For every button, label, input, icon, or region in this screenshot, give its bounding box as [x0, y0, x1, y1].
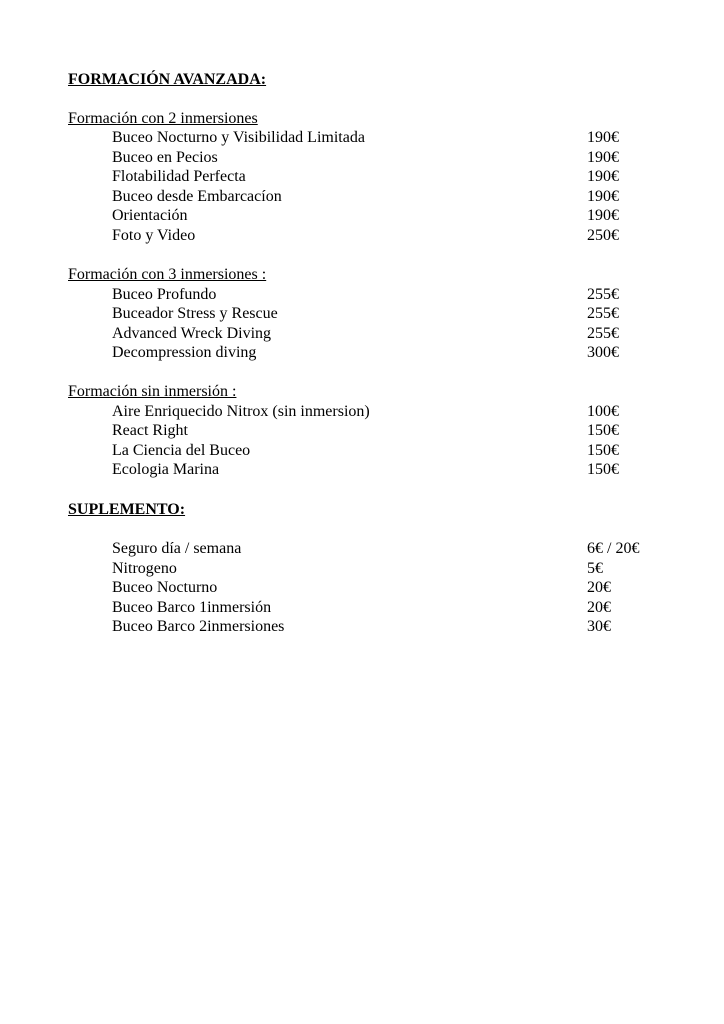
course-price: 100€ [587, 402, 619, 420]
course-name: Buceo en Pecios [112, 148, 218, 166]
course-price: 190€ [587, 129, 619, 146]
group-heading-sin-inmersion: Formación sin inmersión : [68, 383, 237, 400]
course-name: Foto y Video [112, 226, 196, 244]
course-price: 250€ [587, 226, 619, 244]
course-price: 255€ [587, 285, 619, 303]
supplement-price: 30€ [587, 618, 611, 635]
price-row [112, 578, 672, 598]
supplement-name: Buceo Nocturno [112, 579, 218, 596]
course-price: 255€ [587, 305, 619, 322]
price-row [112, 539, 672, 559]
course-name: Buceador Stress y Rescue [112, 305, 278, 322]
supplement-name: Buceo Barco 1inmersión [112, 598, 272, 616]
price-row [112, 343, 672, 363]
price-row [112, 402, 672, 422]
course-name: Buceo desde Embarcacíon [112, 187, 282, 205]
course-price: 300€ [587, 344, 619, 361]
price-row [112, 617, 672, 637]
supplement-name: Nitrogeno [112, 559, 177, 577]
course-name: Ecologia Marina [112, 461, 220, 478]
course-price: 150€ [587, 441, 619, 459]
price-row [112, 598, 672, 618]
price-row [112, 304, 672, 324]
course-name: Flotabilidad Perfecta [112, 168, 246, 185]
course-name: Decompression diving [112, 344, 257, 361]
price-row [112, 324, 672, 344]
supplement-name: Buceo Barco 2inmersiones [112, 618, 285, 635]
price-row [112, 285, 672, 305]
price-row [112, 128, 672, 148]
price-row [112, 187, 672, 207]
supplement-price: 5€ [587, 559, 603, 577]
course-name: React Right [112, 422, 188, 439]
price-row [112, 460, 672, 480]
course-price: 190€ [587, 168, 619, 185]
group-heading-3-inmersiones: Formación con 3 inmersiones : [68, 266, 267, 283]
course-name: La Ciencia del Buceo [112, 441, 251, 459]
course-name: Advanced Wreck Diving [112, 324, 272, 342]
price-row [112, 148, 672, 168]
formacion-avanzada-title: FORMACIÓN AVANZADA: [68, 71, 267, 88]
course-price: 190€ [587, 148, 619, 166]
supplement-price: 20€ [587, 598, 611, 616]
supplement-price: 20€ [587, 579, 611, 596]
course-name: Orientación [112, 207, 188, 224]
price-row [112, 441, 672, 461]
course-price: 150€ [587, 461, 619, 478]
course-price: 255€ [587, 324, 619, 342]
supplement-price: 6€ / 20€ [587, 540, 640, 557]
course-price: 190€ [587, 187, 619, 205]
price-row [112, 206, 672, 226]
course-name: Buceo Profundo [112, 285, 217, 303]
price-row [112, 167, 672, 187]
suplemento-title: SUPLEMENTO: [68, 501, 186, 518]
supplement-name: Seguro día / semana [112, 540, 242, 557]
price-row [112, 421, 672, 441]
price-row [112, 226, 672, 246]
course-price: 150€ [587, 422, 619, 439]
course-name: Aire Enriquecido Nitrox (sin inmersion) [112, 402, 370, 420]
price-row [112, 559, 672, 579]
course-name: Buceo Nocturno y Visibilidad Limitada [112, 129, 365, 146]
group-heading-2-inmersiones: Formación con 2 inmersiones [68, 110, 258, 127]
course-price: 190€ [587, 207, 619, 224]
